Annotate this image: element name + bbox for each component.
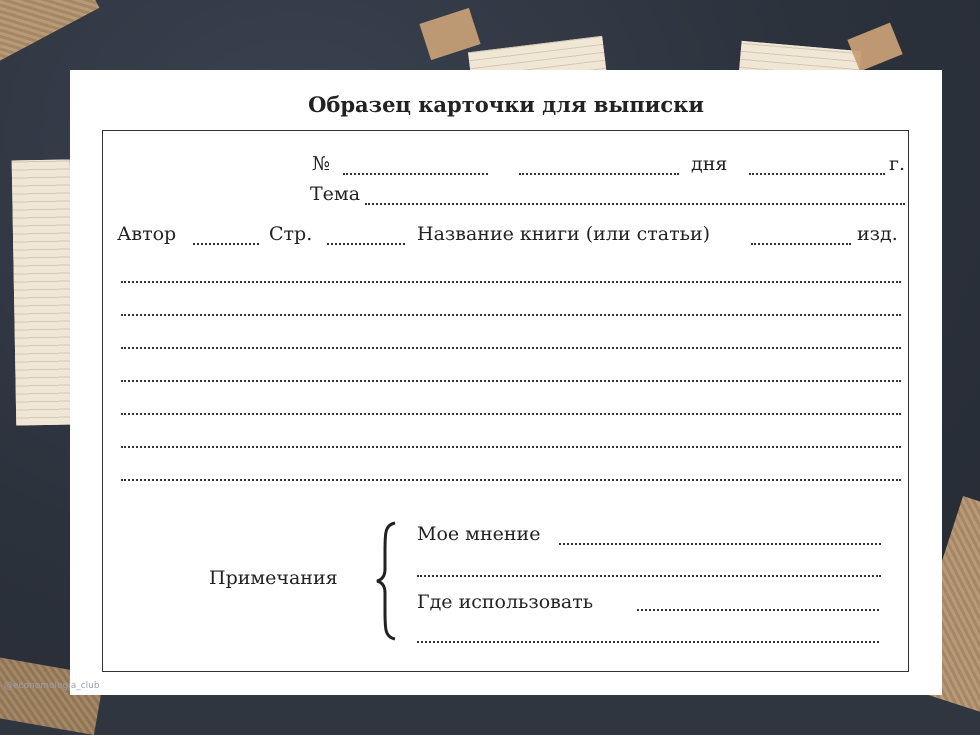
newspaper-scrap (12, 160, 75, 426)
excerpt-line[interactable] (121, 446, 901, 448)
excerpt-card (102, 130, 909, 672)
paper-sheet (70, 70, 942, 695)
number-label: № (312, 153, 330, 175)
excerpt-line[interactable] (121, 413, 901, 415)
number-line[interactable] (343, 173, 488, 175)
excerpt-line[interactable] (121, 347, 901, 349)
book-title-line[interactable] (751, 243, 851, 245)
notes-label: Примечания (209, 567, 338, 589)
opinion-line[interactable] (559, 543, 881, 545)
excerpt-line[interactable] (121, 380, 901, 382)
year-label: г. (889, 153, 905, 175)
opinion-label: Мое мнение (417, 523, 541, 545)
page-label: Стр. (269, 223, 313, 245)
date-line[interactable] (519, 173, 679, 175)
usage-line[interactable] (637, 609, 879, 611)
page-title: Образец карточки для выписки (308, 92, 704, 117)
edition-label: изд. (857, 223, 898, 245)
opinion-line-2[interactable] (417, 575, 881, 577)
usage-label: Где использовать (417, 591, 594, 613)
usage-line-2[interactable] (417, 641, 879, 643)
watermark: @economologia_club (4, 681, 100, 691)
author-label: Автор (117, 223, 177, 245)
month-line[interactable] (749, 173, 885, 175)
topic-label: Тема (310, 183, 361, 205)
excerpt-line[interactable] (121, 479, 901, 481)
excerpt-line[interactable] (121, 281, 901, 283)
page-line[interactable] (327, 243, 405, 245)
day-label: дня (691, 153, 728, 175)
curly-brace-icon (375, 521, 399, 641)
excerpt-line[interactable] (121, 314, 901, 316)
topic-line[interactable] (365, 203, 905, 205)
author-line[interactable] (193, 243, 259, 245)
book-title-label: Название книги (или статьи) (417, 223, 711, 245)
